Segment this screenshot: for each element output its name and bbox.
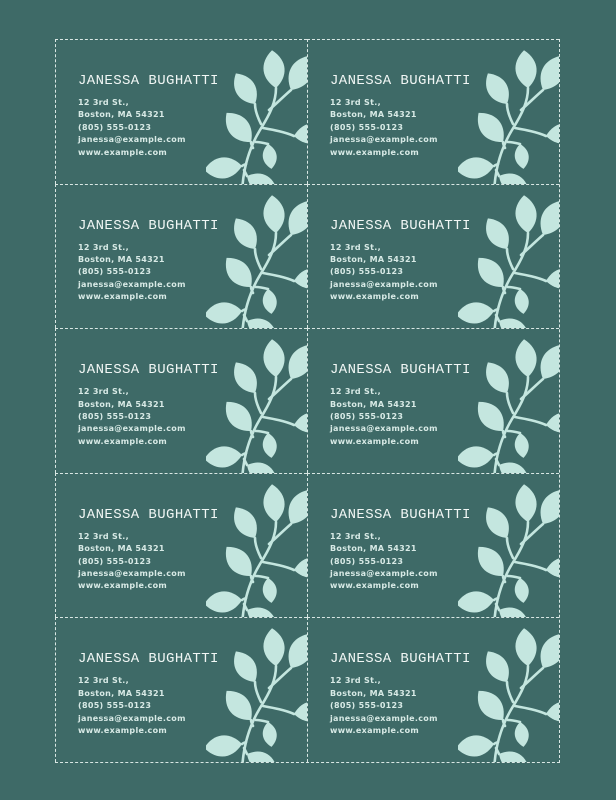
- street-address[interactable]: 12 3rd St.,: [330, 242, 381, 252]
- card-holder-name[interactable]: JANESSA BUGHATTI: [330, 362, 471, 379]
- phone-number[interactable]: (805) 555-0123: [330, 556, 404, 566]
- card-contact-block: [78, 97, 186, 159]
- website-url[interactable]: www.example.com: [78, 581, 168, 591]
- leaf-branch-icon: [458, 46, 559, 184]
- leaf-branch-icon: [458, 191, 559, 329]
- card-holder-name[interactable]: JANESSA BUGHATTI: [78, 651, 219, 668]
- card-holder-name[interactable]: JANESSA BUGHATTI: [78, 73, 219, 89]
- city-state-zip[interactable]: Boston, MA 54321: [330, 255, 417, 264]
- card-contact-block: [330, 242, 438, 304]
- email-address[interactable]: janessa@example.com: [330, 135, 438, 145]
- card-holder-name[interactable]: JANESSA BUGHATTI: [330, 73, 471, 89]
- city-state-zip[interactable]: Boston, MA 54321: [330, 110, 417, 120]
- phone-number[interactable]: (805) 555-0123: [78, 412, 152, 421]
- card-contact-block: [330, 386, 438, 448]
- street-address[interactable]: 12 3rd St.,: [330, 531, 381, 541]
- leaf-branch-icon: [206, 624, 307, 762]
- email-address[interactable]: janessa@example.com: [330, 713, 438, 723]
- street-address[interactable]: 12 3rd St.,: [78, 242, 129, 252]
- email-address[interactable]: janessa@example.com: [78, 135, 186, 145]
- email-address[interactable]: janessa@example.com: [330, 279, 438, 289]
- leaf-branch-icon: [458, 624, 559, 762]
- email-address[interactable]: janessa@example.com: [330, 569, 438, 579]
- website-url[interactable]: www.example.com: [330, 581, 420, 591]
- website-url[interactable]: www.example.com: [330, 292, 420, 302]
- leaf-branch-icon: [206, 191, 307, 329]
- card-holder-name[interactable]: JANESSA BUGHATTI: [330, 217, 471, 234]
- card-contact-block: [330, 531, 438, 593]
- card-holder-name[interactable]: JANESSA BUGHATTI: [330, 506, 471, 523]
- website-url[interactable]: www.example.com: [78, 292, 168, 302]
- business-card[interactable]: [307, 39, 559, 184]
- city-state-zip[interactable]: Boston, MA 54321: [78, 110, 165, 120]
- card-grid: [55, 39, 560, 763]
- phone-number[interactable]: (805) 555-0123: [330, 412, 404, 421]
- business-card[interactable]: [55, 617, 307, 762]
- email-address[interactable]: janessa@example.com: [78, 569, 186, 579]
- business-card[interactable]: [55, 473, 307, 618]
- phone-number[interactable]: (805) 555-0123: [330, 701, 404, 711]
- city-state-zip[interactable]: Boston, MA 54321: [78, 255, 165, 264]
- street-address[interactable]: 12 3rd St.,: [78, 676, 129, 686]
- business-card[interactable]: [307, 328, 559, 473]
- card-holder-name[interactable]: JANESSA BUGHATTI: [78, 362, 219, 379]
- business-card[interactable]: [55, 39, 307, 184]
- card-contact-block: [330, 97, 438, 159]
- website-url[interactable]: www.example.com: [78, 726, 168, 736]
- street-address[interactable]: 12 3rd St.,: [330, 676, 381, 686]
- card-holder-name[interactable]: JANESSA BUGHATTI: [78, 506, 219, 523]
- phone-number[interactable]: (805) 555-0123: [78, 267, 152, 277]
- street-address[interactable]: 12 3rd St.,: [78, 98, 129, 107]
- card-contact-block: [78, 531, 186, 593]
- card-holder-name[interactable]: JANESSA BUGHATTI: [78, 217, 219, 234]
- phone-number[interactable]: (805) 555-0123: [78, 701, 152, 711]
- email-address[interactable]: janessa@example.com: [78, 279, 186, 289]
- card-contact-block: [78, 675, 186, 737]
- business-card[interactable]: [307, 473, 559, 618]
- website-url[interactable]: www.example.com: [330, 436, 420, 446]
- business-card[interactable]: [55, 184, 307, 329]
- card-contact-block: [78, 242, 186, 304]
- street-address[interactable]: 12 3rd St.,: [330, 387, 381, 397]
- city-state-zip[interactable]: Boston, MA 54321: [78, 688, 165, 698]
- phone-number[interactable]: (805) 555-0123: [78, 122, 152, 132]
- business-card[interactable]: [307, 184, 559, 329]
- card-contact-block: [330, 675, 438, 737]
- website-url[interactable]: www.example.com: [78, 147, 168, 157]
- city-state-zip[interactable]: Boston, MA 54321: [330, 544, 417, 554]
- leaf-branch-icon: [206, 46, 307, 184]
- street-address[interactable]: 12 3rd St.,: [78, 531, 129, 541]
- website-url[interactable]: www.example.com: [78, 436, 168, 446]
- email-address[interactable]: janessa@example.com: [78, 424, 186, 434]
- business-card[interactable]: [307, 617, 559, 762]
- city-state-zip[interactable]: Boston, MA 54321: [78, 544, 165, 554]
- card-contact-block: [78, 386, 186, 448]
- phone-number[interactable]: (805) 555-0123: [78, 556, 152, 566]
- website-url[interactable]: www.example.com: [330, 147, 420, 157]
- leaf-branch-icon: [458, 335, 559, 473]
- leaf-branch-icon: [206, 480, 307, 618]
- city-state-zip[interactable]: Boston, MA 54321: [330, 688, 417, 698]
- business-card[interactable]: [55, 328, 307, 473]
- email-address[interactable]: janessa@example.com: [330, 424, 438, 434]
- leaf-branch-icon: [206, 335, 307, 473]
- website-url[interactable]: www.example.com: [330, 726, 420, 736]
- city-state-zip[interactable]: Boston, MA 54321: [78, 399, 165, 409]
- phone-number[interactable]: (805) 555-0123: [330, 122, 404, 132]
- email-address[interactable]: janessa@example.com: [78, 713, 186, 723]
- phone-number[interactable]: (805) 555-0123: [330, 267, 404, 277]
- street-address[interactable]: 12 3rd St.,: [78, 387, 129, 397]
- leaf-branch-icon: [458, 480, 559, 618]
- city-state-zip[interactable]: Boston, MA 54321: [330, 399, 417, 409]
- street-address[interactable]: 12 3rd St.,: [330, 98, 381, 107]
- card-holder-name[interactable]: JANESSA BUGHATTI: [330, 651, 471, 668]
